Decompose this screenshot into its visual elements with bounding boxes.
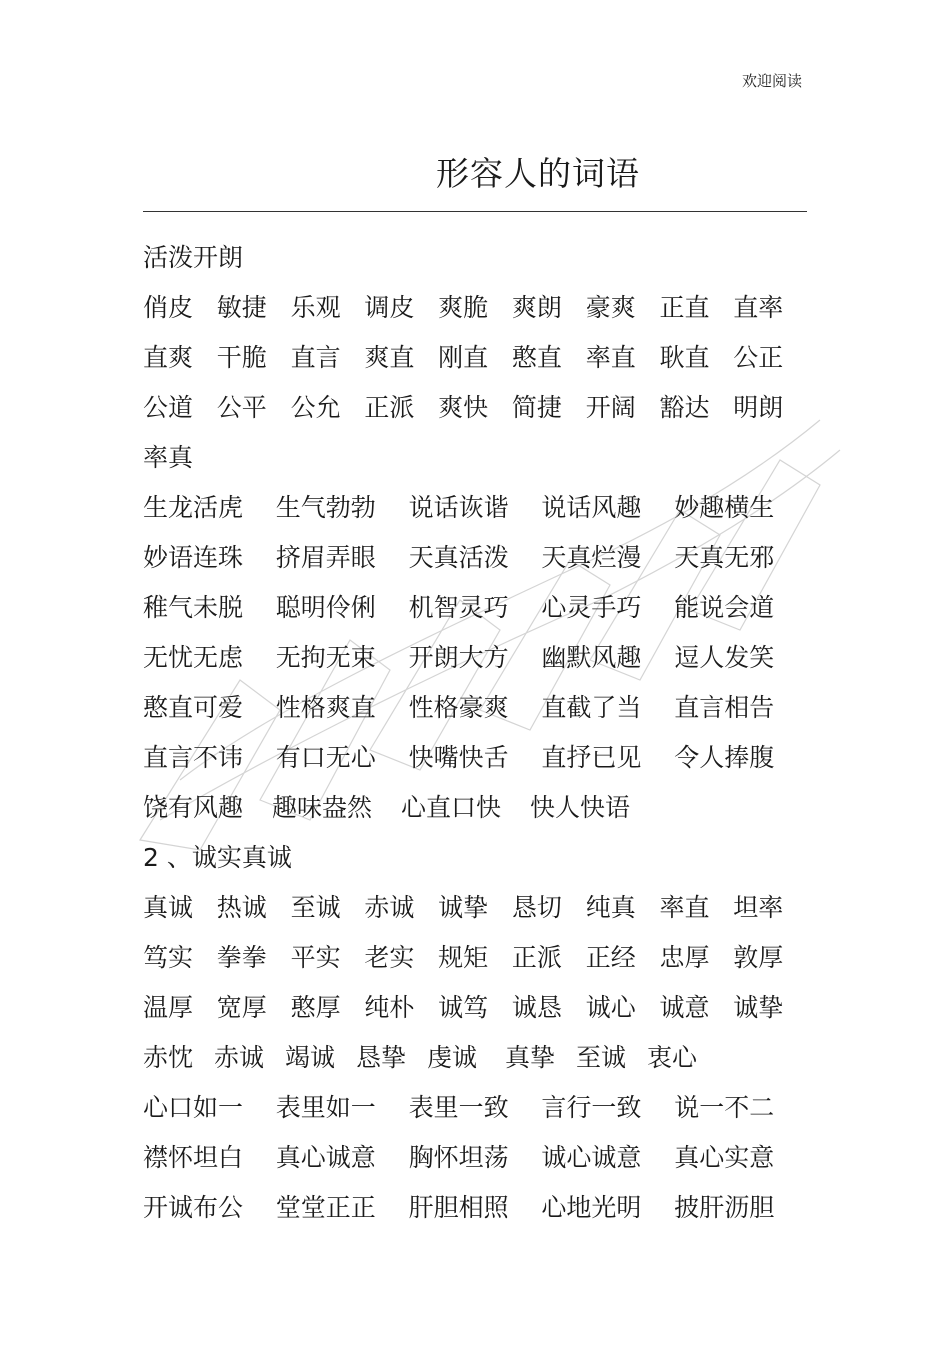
word: 率真 <box>143 443 194 472</box>
word: 憨厚 <box>290 993 341 1022</box>
word: 诚心 <box>585 993 636 1022</box>
word: 忠厚 <box>659 943 710 972</box>
document-body <box>143 233 807 1233</box>
idiom: 直抒已见 <box>541 743 642 772</box>
idiom: 幽默风趣 <box>541 643 642 672</box>
idiom: 说话诙谐 <box>408 493 509 522</box>
word: 率直 <box>659 893 710 922</box>
idiom: 肝胆相照 <box>408 1193 509 1222</box>
idiom-row <box>143 583 807 633</box>
idiom: 挤眉弄眼 <box>275 543 376 572</box>
idiom: 快人快语 <box>530 793 631 822</box>
word-row <box>143 1033 807 1083</box>
idiom: 天真无邪 <box>674 543 775 572</box>
word: 赤诚 <box>214 1043 265 1072</box>
word: 恳挚 <box>356 1043 407 1072</box>
word: 赤忱 <box>143 1043 194 1072</box>
word: 敏捷 <box>216 293 267 322</box>
word: 憨直 <box>511 343 562 372</box>
idiom: 直截了当 <box>541 693 642 722</box>
idiom: 快嘴快舌 <box>408 743 509 772</box>
idiom: 心地光明 <box>541 1193 642 1222</box>
word: 诚笃 <box>438 993 489 1022</box>
word: 虔诚 <box>427 1043 478 1072</box>
idiom: 言行一致 <box>541 1093 642 1122</box>
idiom: 趣味盎然 <box>272 793 373 822</box>
idiom: 开朗大方 <box>408 643 509 672</box>
word: 宽厚 <box>216 993 267 1022</box>
idiom-row <box>143 633 807 683</box>
word: 赤诚 <box>364 893 415 922</box>
word-row <box>143 383 807 433</box>
idiom: 聪明伶俐 <box>275 593 376 622</box>
idiom: 天真烂漫 <box>541 543 642 572</box>
word: 简捷 <box>511 393 562 422</box>
word: 诚挚 <box>733 993 784 1022</box>
idiom: 无拘无束 <box>275 643 376 672</box>
idiom: 直言相告 <box>674 693 775 722</box>
idiom: 心直口快 <box>401 793 502 822</box>
word: 至诚 <box>290 893 341 922</box>
idiom: 堂堂正正 <box>275 1193 376 1222</box>
word: 敦厚 <box>733 943 784 972</box>
word: 耿直 <box>659 343 710 372</box>
word: 老实 <box>364 943 415 972</box>
word: 诚挚 <box>438 893 489 922</box>
section-heading: 活泼开朗 <box>143 243 244 272</box>
title-rule <box>143 211 807 212</box>
idiom: 能说会道 <box>674 593 775 622</box>
idiom: 憨直可爱 <box>143 693 244 722</box>
word-row <box>143 283 807 333</box>
idiom: 诚心诚意 <box>541 1143 642 1172</box>
idiom-row <box>143 1183 807 1233</box>
idiom-row <box>143 733 807 783</box>
word: 拳拳 <box>216 943 267 972</box>
idiom: 机智灵巧 <box>408 593 509 622</box>
word: 纯真 <box>585 893 636 922</box>
idiom: 说一不二 <box>674 1093 775 1122</box>
word: 至诚 <box>576 1043 627 1072</box>
word: 正经 <box>585 943 636 972</box>
word-row <box>143 933 807 983</box>
word: 热诚 <box>216 893 267 922</box>
word: 率直 <box>585 343 636 372</box>
word: 爽脆 <box>438 293 489 322</box>
word: 调皮 <box>364 293 415 322</box>
idiom: 逗人发笑 <box>674 643 775 672</box>
word: 豪爽 <box>585 293 636 322</box>
idiom: 真心实意 <box>674 1143 775 1172</box>
idiom-row <box>143 683 807 733</box>
word: 公道 <box>143 393 194 422</box>
idiom-row <box>143 1083 807 1133</box>
idiom: 生龙活虎 <box>143 493 244 522</box>
word-row <box>143 983 807 1033</box>
word: 正派 <box>364 393 415 422</box>
word: 诚恳 <box>511 993 562 1022</box>
word: 纯朴 <box>364 993 415 1022</box>
idiom: 说话风趣 <box>541 493 642 522</box>
idiom: 披肝沥胆 <box>674 1193 775 1222</box>
idiom: 稚气未脱 <box>143 593 244 622</box>
word: 干脆 <box>216 343 267 372</box>
idiom: 令人捧腹 <box>674 743 775 772</box>
idiom: 襟怀坦白 <box>143 1143 244 1172</box>
idiom: 表里如一 <box>275 1093 376 1122</box>
idiom: 性格爽直 <box>275 693 376 722</box>
section-heading: 2 、诚实真诚 <box>143 843 292 872</box>
word-row <box>143 333 807 383</box>
word: 笃实 <box>143 943 194 972</box>
word: 真诚 <box>143 893 194 922</box>
word-row-tail <box>143 433 807 483</box>
document-title: 形容人的词语 <box>436 154 640 193</box>
word: 直率 <box>733 293 784 322</box>
idiom: 妙语连珠 <box>143 543 244 572</box>
idiom: 直言不讳 <box>143 743 244 772</box>
word: 爽快 <box>438 393 489 422</box>
word: 真挚 <box>505 1043 556 1072</box>
idiom: 天真活泼 <box>408 543 509 572</box>
idiom: 饶有风趣 <box>143 793 244 822</box>
idiom-row <box>143 1133 807 1183</box>
word: 温厚 <box>143 993 194 1022</box>
idiom: 心灵手巧 <box>541 593 642 622</box>
word: 爽直 <box>364 343 415 372</box>
idiom: 真心诚意 <box>275 1143 376 1172</box>
word: 开阔 <box>585 393 636 422</box>
word: 正直 <box>659 293 710 322</box>
idiom: 妙趣横生 <box>674 493 775 522</box>
word: 爽朗 <box>511 293 562 322</box>
header-note: 欢迎阅读 <box>741 72 802 90</box>
idiom: 有口无心 <box>275 743 376 772</box>
word: 公平 <box>216 393 267 422</box>
word: 公正 <box>733 343 784 372</box>
idiom-row <box>143 533 807 583</box>
word: 直爽 <box>143 343 194 372</box>
word: 竭诚 <box>285 1043 336 1072</box>
word: 坦率 <box>733 893 784 922</box>
word: 规矩 <box>438 943 489 972</box>
word: 明朗 <box>733 393 784 422</box>
idiom: 表里一致 <box>408 1093 509 1122</box>
idiom: 心口如一 <box>143 1093 244 1122</box>
idiom: 无忧无虑 <box>143 643 244 672</box>
idiom: 开诚布公 <box>143 1193 244 1222</box>
word: 豁达 <box>659 393 710 422</box>
idiom-row <box>143 483 807 533</box>
word: 公允 <box>290 393 341 422</box>
word: 衷心 <box>647 1043 698 1072</box>
word: 俏皮 <box>143 293 194 322</box>
word: 平实 <box>290 943 341 972</box>
word-row <box>143 883 807 933</box>
word: 刚直 <box>438 343 489 372</box>
word: 正派 <box>511 943 562 972</box>
word: 诚意 <box>659 993 710 1022</box>
idiom: 性格豪爽 <box>408 693 509 722</box>
idiom: 胸怀坦荡 <box>408 1143 509 1172</box>
idiom-row <box>143 783 807 833</box>
word: 恳切 <box>511 893 562 922</box>
word: 乐观 <box>290 293 341 322</box>
word: 直言 <box>290 343 341 372</box>
idiom: 生气勃勃 <box>275 493 376 522</box>
